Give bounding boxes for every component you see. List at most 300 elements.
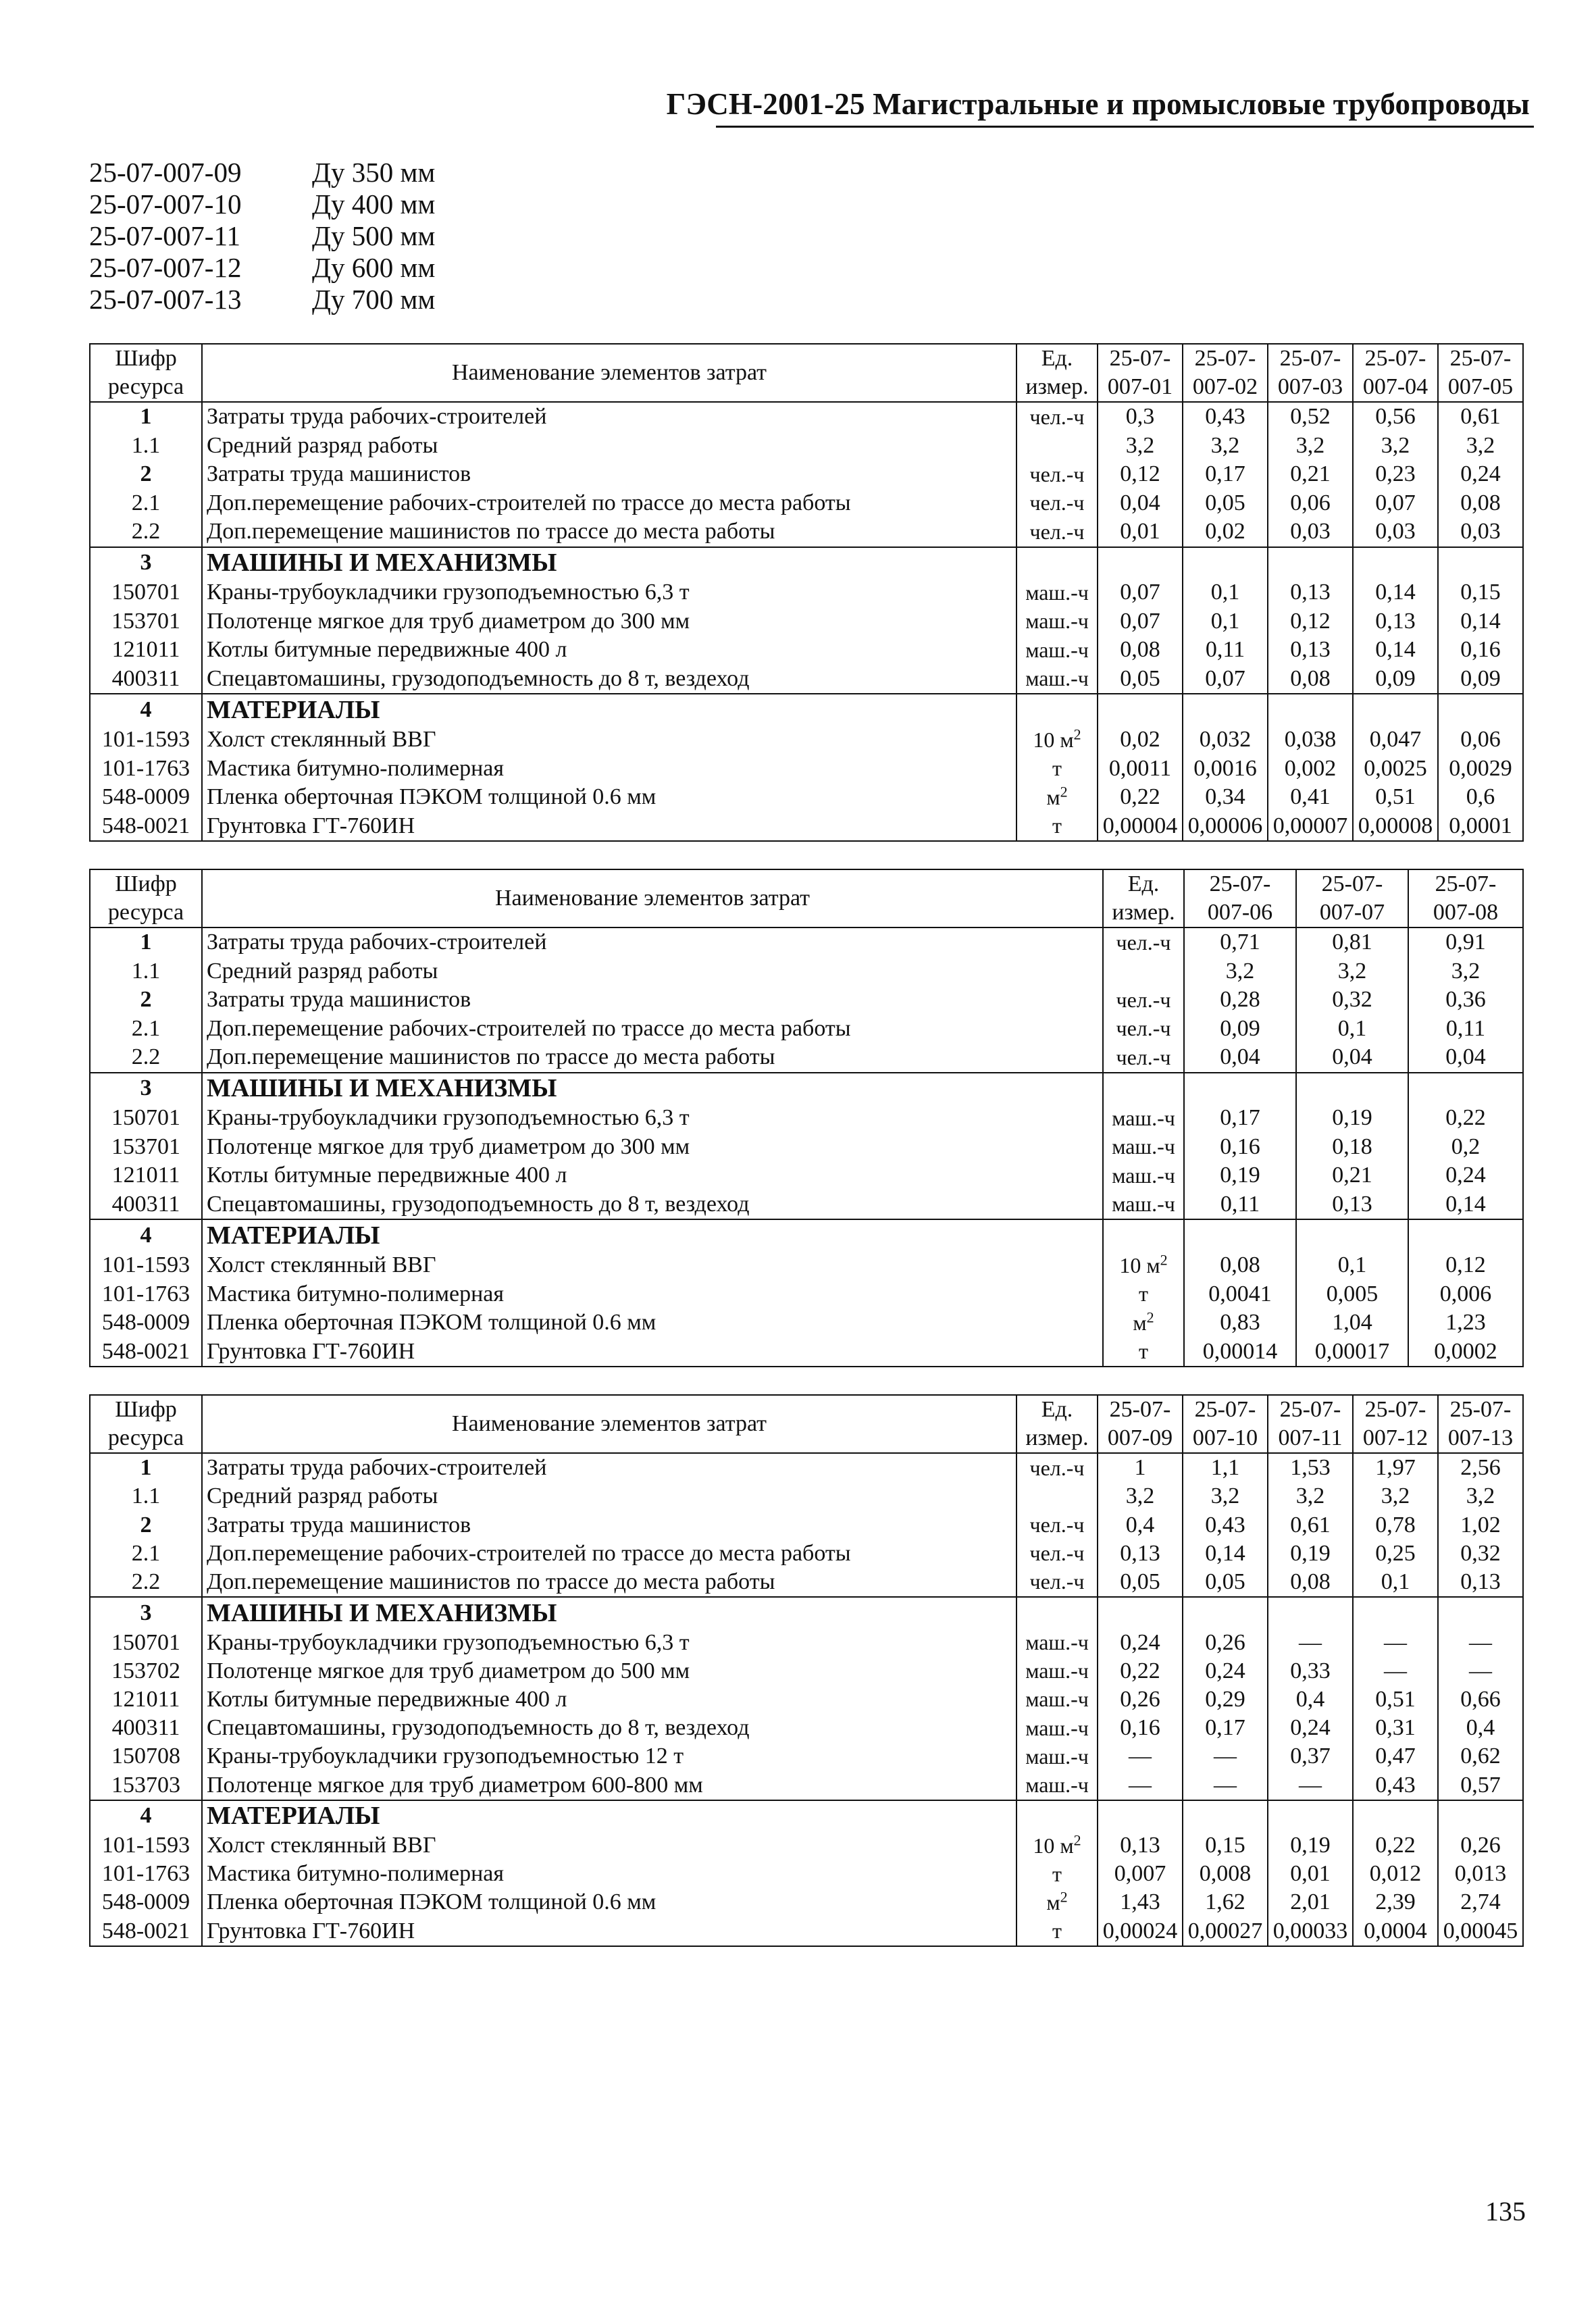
unit-cell [1016,1568,1098,1597]
code-list-diameter: Ду 350 мм [312,157,436,188]
resource-name-cell: Затраты труда рабочих-строителей [202,1453,1016,1482]
value-cell: 0,17 [1184,1104,1296,1133]
unit-text: чел.-ч [1029,490,1085,515]
section-row [90,1800,1523,1831]
unit-cell [1103,1133,1184,1162]
resource-name-cell: Затраты труда рабочих-строителей [202,927,1103,957]
unit-text: маш.-ч [1025,609,1089,634]
value-cell: 0,47 [1353,1742,1438,1771]
unit-cell [1016,460,1098,489]
table-row [90,1510,1523,1539]
resource-code-cell: 548-0021 [90,1337,202,1367]
unit-cell [1016,489,1098,518]
unit-cell [1016,1831,1098,1860]
value-cell: 0,1 [1353,1568,1438,1597]
unit-cell [1103,1073,1184,1104]
value-cell: 0,91 [1408,927,1523,957]
value-cell: 0,3 [1098,402,1183,432]
value-cell: 0,04 [1408,1043,1523,1073]
value-cell: — [1183,1742,1268,1771]
value-cell: 0,02 [1183,517,1268,547]
unit-cell [1016,1540,1098,1568]
header-name-cell: Наименование элементов затрат [202,1395,1016,1453]
resource-code-cell: 150701 [90,578,202,607]
value-cell: 1,02 [1438,1510,1523,1539]
resource-name-cell: Грунтовка ГТ-760ИН [202,1917,1016,1946]
value-cell: 0,03 [1353,517,1438,547]
resource-code-cell: 548-0009 [90,783,202,812]
resource-name-cell: Холст стеклянный ВВГ [202,726,1016,755]
value-cell [1408,1219,1523,1251]
unit-superscript: 2 [1060,1888,1068,1906]
header-code-line2: ресурса [107,1425,184,1450]
value-cell: 2,01 [1268,1888,1353,1916]
unit-text: маш.-ч [1025,1773,1089,1798]
value-cell: 1 [1098,1453,1183,1482]
resource-code-cell: 1.1 [90,432,202,461]
value-cell: 3,2 [1098,1482,1183,1510]
column-code-line1: 25-07- [1279,1397,1341,1422]
unit-cell [1016,1597,1098,1628]
table-row [90,489,1523,518]
resource-code-cell: 150701 [90,1104,202,1133]
resource-code-cell: 1 [90,402,202,432]
value-cell: 0,23 [1353,460,1438,489]
unit-superscript: 2 [1146,1308,1154,1325]
code-list-item [89,188,435,220]
resource-name-cell: Затраты труда машинистов [202,460,1016,489]
value-cell: 0,06 [1438,726,1523,755]
resource-code-cell: 153701 [90,1133,202,1162]
resource-code-cell: 3 [90,547,202,579]
unit-text: чел.-ч [1029,1513,1085,1537]
value-cell: 0,21 [1268,460,1353,489]
value-cell: 0,11 [1408,1015,1523,1044]
table-row [90,402,1523,432]
value-cell: 0,08 [1268,665,1353,694]
value-cell: 0,22 [1098,1657,1183,1685]
value-cell: 0,66 [1438,1685,1523,1714]
value-cell: 0,0041 [1184,1279,1296,1308]
header-name-cell: Наименование элементов затрат [202,869,1103,927]
value-cell: 0,71 [1184,927,1296,957]
column-code-line1: 25-07- [1209,871,1271,896]
header-rule [716,126,1534,128]
value-cell: 0,16 [1098,1714,1183,1742]
table-row [90,1771,1523,1800]
column-code-line1: 25-07- [1449,1397,1512,1422]
value-cell: 0,41 [1268,783,1353,812]
code-list-item [89,284,435,315]
resource-code-cell: 1.1 [90,957,202,986]
resource-name-cell: Затраты труда машинистов [202,986,1103,1015]
unit-text: т [1139,1339,1148,1364]
table-row [90,1308,1523,1338]
resource-code-cell: 101-1763 [90,754,202,783]
value-cell: 0,09 [1353,665,1438,694]
value-cell: 0,00017 [1296,1337,1408,1367]
resource-name-cell: Краны-трубоукладчики грузоподъемностью 6,3 т [202,578,1016,607]
unit-superscript: 2 [1073,725,1081,742]
resource-name-cell: Полотенце мягкое для труб диаметром до 300 мм [202,607,1016,636]
section-title-cell: МАТЕРИАЛЫ [202,694,1016,726]
header-column-cell [1183,1395,1268,1453]
resource-name-cell: Холст стеклянный ВВГ [202,1251,1103,1280]
code-list-item [89,220,435,252]
column-code-line2: 007-12 [1362,1425,1428,1450]
column-code-line2: 007-10 [1192,1425,1258,1450]
code-list-code: 25-07-007-13 [89,284,242,315]
table-row [90,1628,1523,1656]
value-cell: 0,18 [1296,1133,1408,1162]
unit-text: маш.-ч [1025,666,1089,691]
resource-name-cell: Средний разряд работы [202,957,1103,986]
value-cell: 0,43 [1183,402,1268,432]
value-cell: 0,29 [1183,1685,1268,1714]
resource-code-cell: 3 [90,1597,202,1628]
section-title-cell: МАТЕРИАЛЫ [202,1800,1016,1831]
table-header-row [90,1395,1523,1453]
table-row [90,1133,1523,1162]
unit-text: т [1052,756,1062,781]
table-row [90,1742,1523,1771]
value-cell: 0,00045 [1438,1917,1523,1946]
header-unit-line2: измер. [1025,1425,1089,1450]
unit-cell [1016,578,1098,607]
code-list-code: 25-07-007-11 [89,220,240,251]
value-cell: 0,4 [1438,1714,1523,1742]
resource-code-cell: 2.1 [90,1540,202,1568]
resource-name-cell: Затраты труда машинистов [202,1510,1016,1539]
resource-code-cell: 121011 [90,1161,202,1190]
value-cell: 0,07 [1098,578,1183,607]
table-row [90,1860,1523,1888]
header-code-line2: ресурса [107,374,184,399]
value-cell [1353,1800,1438,1831]
value-cell: 3,2 [1438,1482,1523,1510]
value-cell: 1,23 [1408,1308,1523,1338]
value-cell: 0,00008 [1353,811,1438,841]
value-cell: 0,12 [1098,460,1183,489]
value-cell [1438,1597,1523,1628]
column-code-line1: 25-07- [1194,1397,1256,1422]
value-cell: 0,19 [1268,1831,1353,1860]
value-cell [1353,694,1438,726]
header-column-cell [1184,869,1296,927]
unit-cell [1103,986,1184,1015]
unit-cell [1016,1628,1098,1656]
unit-cell [1016,811,1098,841]
header-code-cell [90,869,202,927]
value-cell: 0,56 [1353,402,1438,432]
value-cell [1296,1073,1408,1104]
unit-cell [1016,1917,1098,1946]
column-code-line2: 007-02 [1192,374,1258,399]
column-code-line2: 007-03 [1277,374,1343,399]
column-code-line2: 007-13 [1447,1425,1514,1450]
column-code-line2: 007-09 [1107,1425,1173,1450]
value-cell: 3,2 [1183,432,1268,461]
value-cell: 0,24 [1268,1714,1353,1742]
value-cell: 0,26 [1098,1685,1183,1714]
table-row [90,1104,1523,1133]
value-cell: 0,14 [1353,578,1438,607]
value-cell: 0,002 [1268,754,1353,783]
unit-text: маш.-ч [1025,1630,1089,1654]
resource-code-cell: 400311 [90,665,202,694]
value-cell: 0,01 [1098,517,1183,547]
value-cell: 0,43 [1183,1510,1268,1539]
table-row [90,460,1523,489]
value-cell: 0,13 [1098,1831,1183,1860]
resource-code-cell: 1 [90,927,202,957]
value-cell: 0,07 [1183,665,1268,694]
resource-code-cell: 2 [90,1510,202,1539]
table-row [90,1888,1523,1916]
value-cell: 0,0011 [1098,754,1183,783]
value-cell: 0,61 [1268,1510,1353,1539]
header-column-cell [1098,344,1183,402]
value-cell: 3,2 [1353,432,1438,461]
resource-name-cell: Средний разряд работы [202,1482,1016,1510]
table-row [90,726,1523,755]
value-cell: 0,15 [1183,1831,1268,1860]
resource-name-cell: Доп.перемещение рабочих-строителей по трассе до места работы [202,1540,1016,1568]
value-cell: 0,61 [1438,402,1523,432]
norm-table-2 [89,869,1524,1367]
resource-name-cell: Средний разряд работы [202,432,1016,461]
unit-text: чел.-ч [1029,1541,1085,1566]
unit-text: т [1052,1861,1062,1886]
unit-text: чел.-ч [1029,1455,1085,1480]
value-cell: 0,006 [1408,1279,1523,1308]
unit-superscript: 2 [1160,1250,1168,1268]
unit-text: 10 м [1033,1833,1074,1858]
header-unit-line2: измер. [1025,374,1089,399]
value-cell: 3,2 [1408,957,1523,986]
value-cell [1296,1219,1408,1251]
resource-code-cell: 400311 [90,1714,202,1742]
unit-text: маш.-ч [1112,1105,1175,1130]
table-row [90,517,1523,547]
resource-code-cell: 3 [90,1073,202,1104]
resource-name-cell: Пленка оберточная ПЭКОМ толщиной 0.6 мм [202,783,1016,812]
header-column-cell [1268,1395,1353,1453]
value-cell: 1,1 [1183,1453,1268,1482]
value-cell: 0,31 [1353,1714,1438,1742]
value-cell: 1,97 [1353,1453,1438,1482]
resource-code-cell: 1 [90,1453,202,1482]
unit-cell [1016,726,1098,755]
page-number: 135 [1485,2196,1526,2227]
norm-table-3 [89,1394,1524,1947]
value-cell: 0,008 [1183,1860,1268,1888]
column-code-line1: 25-07- [1449,346,1512,371]
value-cell: 0,17 [1183,1714,1268,1742]
resource-name-cell: Холст стеклянный ВВГ [202,1831,1016,1860]
unit-text: м [1046,1889,1060,1914]
header-code-line1: Шифр [115,1397,177,1422]
column-code-line1: 25-07- [1364,1397,1426,1422]
value-cell: — [1098,1742,1183,1771]
value-cell: 0,33 [1268,1657,1353,1685]
header-column-cell [1353,1395,1438,1453]
value-cell: 0,00024 [1098,1917,1183,1946]
value-cell: 0,00027 [1183,1917,1268,1946]
value-cell: 0,34 [1183,783,1268,812]
value-cell: 1,53 [1268,1453,1353,1482]
resource-code-cell: 153701 [90,607,202,636]
resource-code-cell: 2 [90,986,202,1015]
value-cell: — [1438,1628,1523,1656]
column-code-line1: 25-07- [1321,871,1383,896]
value-cell: 2,56 [1438,1453,1523,1482]
section-title-cell: МАТЕРИАЛЫ [202,1219,1103,1251]
code-list-code: 25-07-007-09 [89,157,242,188]
resource-code-cell: 101-1593 [90,1251,202,1280]
unit-text: м [1133,1310,1147,1335]
page-header: ГЭСН-2001-25 Магистральные и промысловые трубопроводы [666,87,1530,121]
value-cell [1268,547,1353,579]
header-unit-line2: измер. [1112,900,1175,925]
resource-code-cell: 2.2 [90,1043,202,1073]
value-cell: 0,032 [1183,726,1268,755]
table-row [90,636,1523,665]
value-cell: 0,01 [1268,1860,1353,1888]
unit-cell [1016,1860,1098,1888]
table-row [90,1917,1523,1946]
code-list-item [89,252,435,284]
value-cell: 3,2 [1438,432,1523,461]
unit-cell [1103,1161,1184,1190]
value-cell: 0,013 [1438,1860,1523,1888]
table-row [90,1015,1523,1044]
column-code-line1: 25-07- [1364,346,1426,371]
value-cell: 0,51 [1353,1685,1438,1714]
value-cell: 0,07 [1098,607,1183,636]
unit-cell [1016,665,1098,694]
column-code-line2: 007-01 [1107,374,1173,399]
resource-name-cell: Мастика битумно-полимерная [202,1860,1016,1888]
resource-code-cell: 101-1593 [90,726,202,755]
table-row [90,1540,1523,1568]
unit-cell [1016,1800,1098,1831]
value-cell: 0,03 [1438,517,1523,547]
value-cell: 0,05 [1183,489,1268,518]
unit-cell [1016,1771,1098,1800]
header-column-cell [1268,344,1353,402]
table-row [90,811,1523,841]
code-list-code: 25-07-007-10 [89,188,242,220]
value-cell: 0,24 [1408,1161,1523,1190]
unit-text: 10 м [1119,1252,1160,1277]
unit-cell [1103,1251,1184,1280]
value-cell: 0,22 [1098,783,1183,812]
value-cell [1184,1219,1296,1251]
resource-name-cell: Грунтовка ГТ-760ИН [202,1337,1103,1367]
column-code-line1: 25-07- [1109,346,1171,371]
unit-text: 10 м [1033,727,1074,752]
table-row [90,1337,1523,1367]
unit-superscript: 2 [1073,1831,1081,1848]
resource-name-cell: Котлы битумные передвижные 400 л [202,1685,1016,1714]
column-code-line2: 007-06 [1207,900,1273,925]
unit-cell [1016,783,1098,812]
resource-code-cell: 2.2 [90,1568,202,1597]
value-cell [1353,1597,1438,1628]
value-cell: 1,04 [1296,1308,1408,1338]
unit-cell [1016,1714,1098,1742]
value-cell: 0,19 [1184,1161,1296,1190]
table-row [90,1657,1523,1685]
value-cell: 0,05 [1183,1568,1268,1597]
value-cell: 0,17 [1183,460,1268,489]
section-row [90,694,1523,726]
table-row [90,1568,1523,1597]
table-row [90,783,1523,812]
column-code-line2: 007-08 [1433,900,1499,925]
unit-superscript: 2 [1060,782,1068,800]
value-cell: 0,04 [1296,1043,1408,1073]
resource-code-cell: 4 [90,694,202,726]
unit-cell [1103,1219,1184,1251]
unit-text: маш.-ч [1112,1134,1175,1159]
unit-text: чел.-ч [1116,1016,1171,1041]
value-cell: 0,05 [1098,665,1183,694]
resource-name-cell: Затраты труда рабочих-строителей [202,402,1016,432]
value-cell: 0,06 [1268,489,1353,518]
value-cell: 0,00004 [1098,811,1183,841]
value-cell: 0,038 [1268,726,1353,755]
resource-code-cell: 101-1763 [90,1860,202,1888]
resource-name-cell: Мастика битумно-полимерная [202,754,1016,783]
value-cell [1098,1597,1183,1628]
value-cell: 0,1 [1183,607,1268,636]
value-cell: 0,24 [1438,460,1523,489]
unit-cell [1016,1453,1098,1482]
value-cell: 0,1 [1183,578,1268,607]
value-cell: 3,2 [1296,957,1408,986]
value-cell [1183,547,1268,579]
section-title-cell: МАШИНЫ И МЕХАНИЗМЫ [202,547,1016,579]
unit-cell [1016,1482,1098,1510]
unit-cell [1103,1279,1184,1308]
value-cell: — [1268,1628,1353,1656]
header-unit-cell [1103,869,1184,927]
code-list-diameter: Ду 400 мм [312,188,436,220]
norm-table-1 [89,343,1524,842]
value-cell: 2,74 [1438,1888,1523,1916]
value-cell: 0,1 [1296,1251,1408,1280]
unit-cell [1016,1685,1098,1714]
header-code-line1: Шифр [115,871,177,896]
table-row [90,578,1523,607]
value-cell: 3,2 [1353,1482,1438,1510]
value-cell: 0,22 [1353,1831,1438,1860]
unit-cell [1103,927,1184,957]
value-cell: 0,83 [1184,1308,1296,1338]
unit-cell [1016,754,1098,783]
table-row [90,1831,1523,1860]
header-unit-line1: Ед. [1041,1397,1073,1422]
resource-name-cell: Доп.перемещение машинистов по трассе до места работы [202,517,1016,547]
unit-text: чел.-ч [1029,461,1085,486]
value-cell [1438,694,1523,726]
unit-cell [1103,1337,1184,1367]
table-row [90,1482,1523,1510]
resource-code-cell: 4 [90,1800,202,1831]
unit-cell [1016,1657,1098,1685]
